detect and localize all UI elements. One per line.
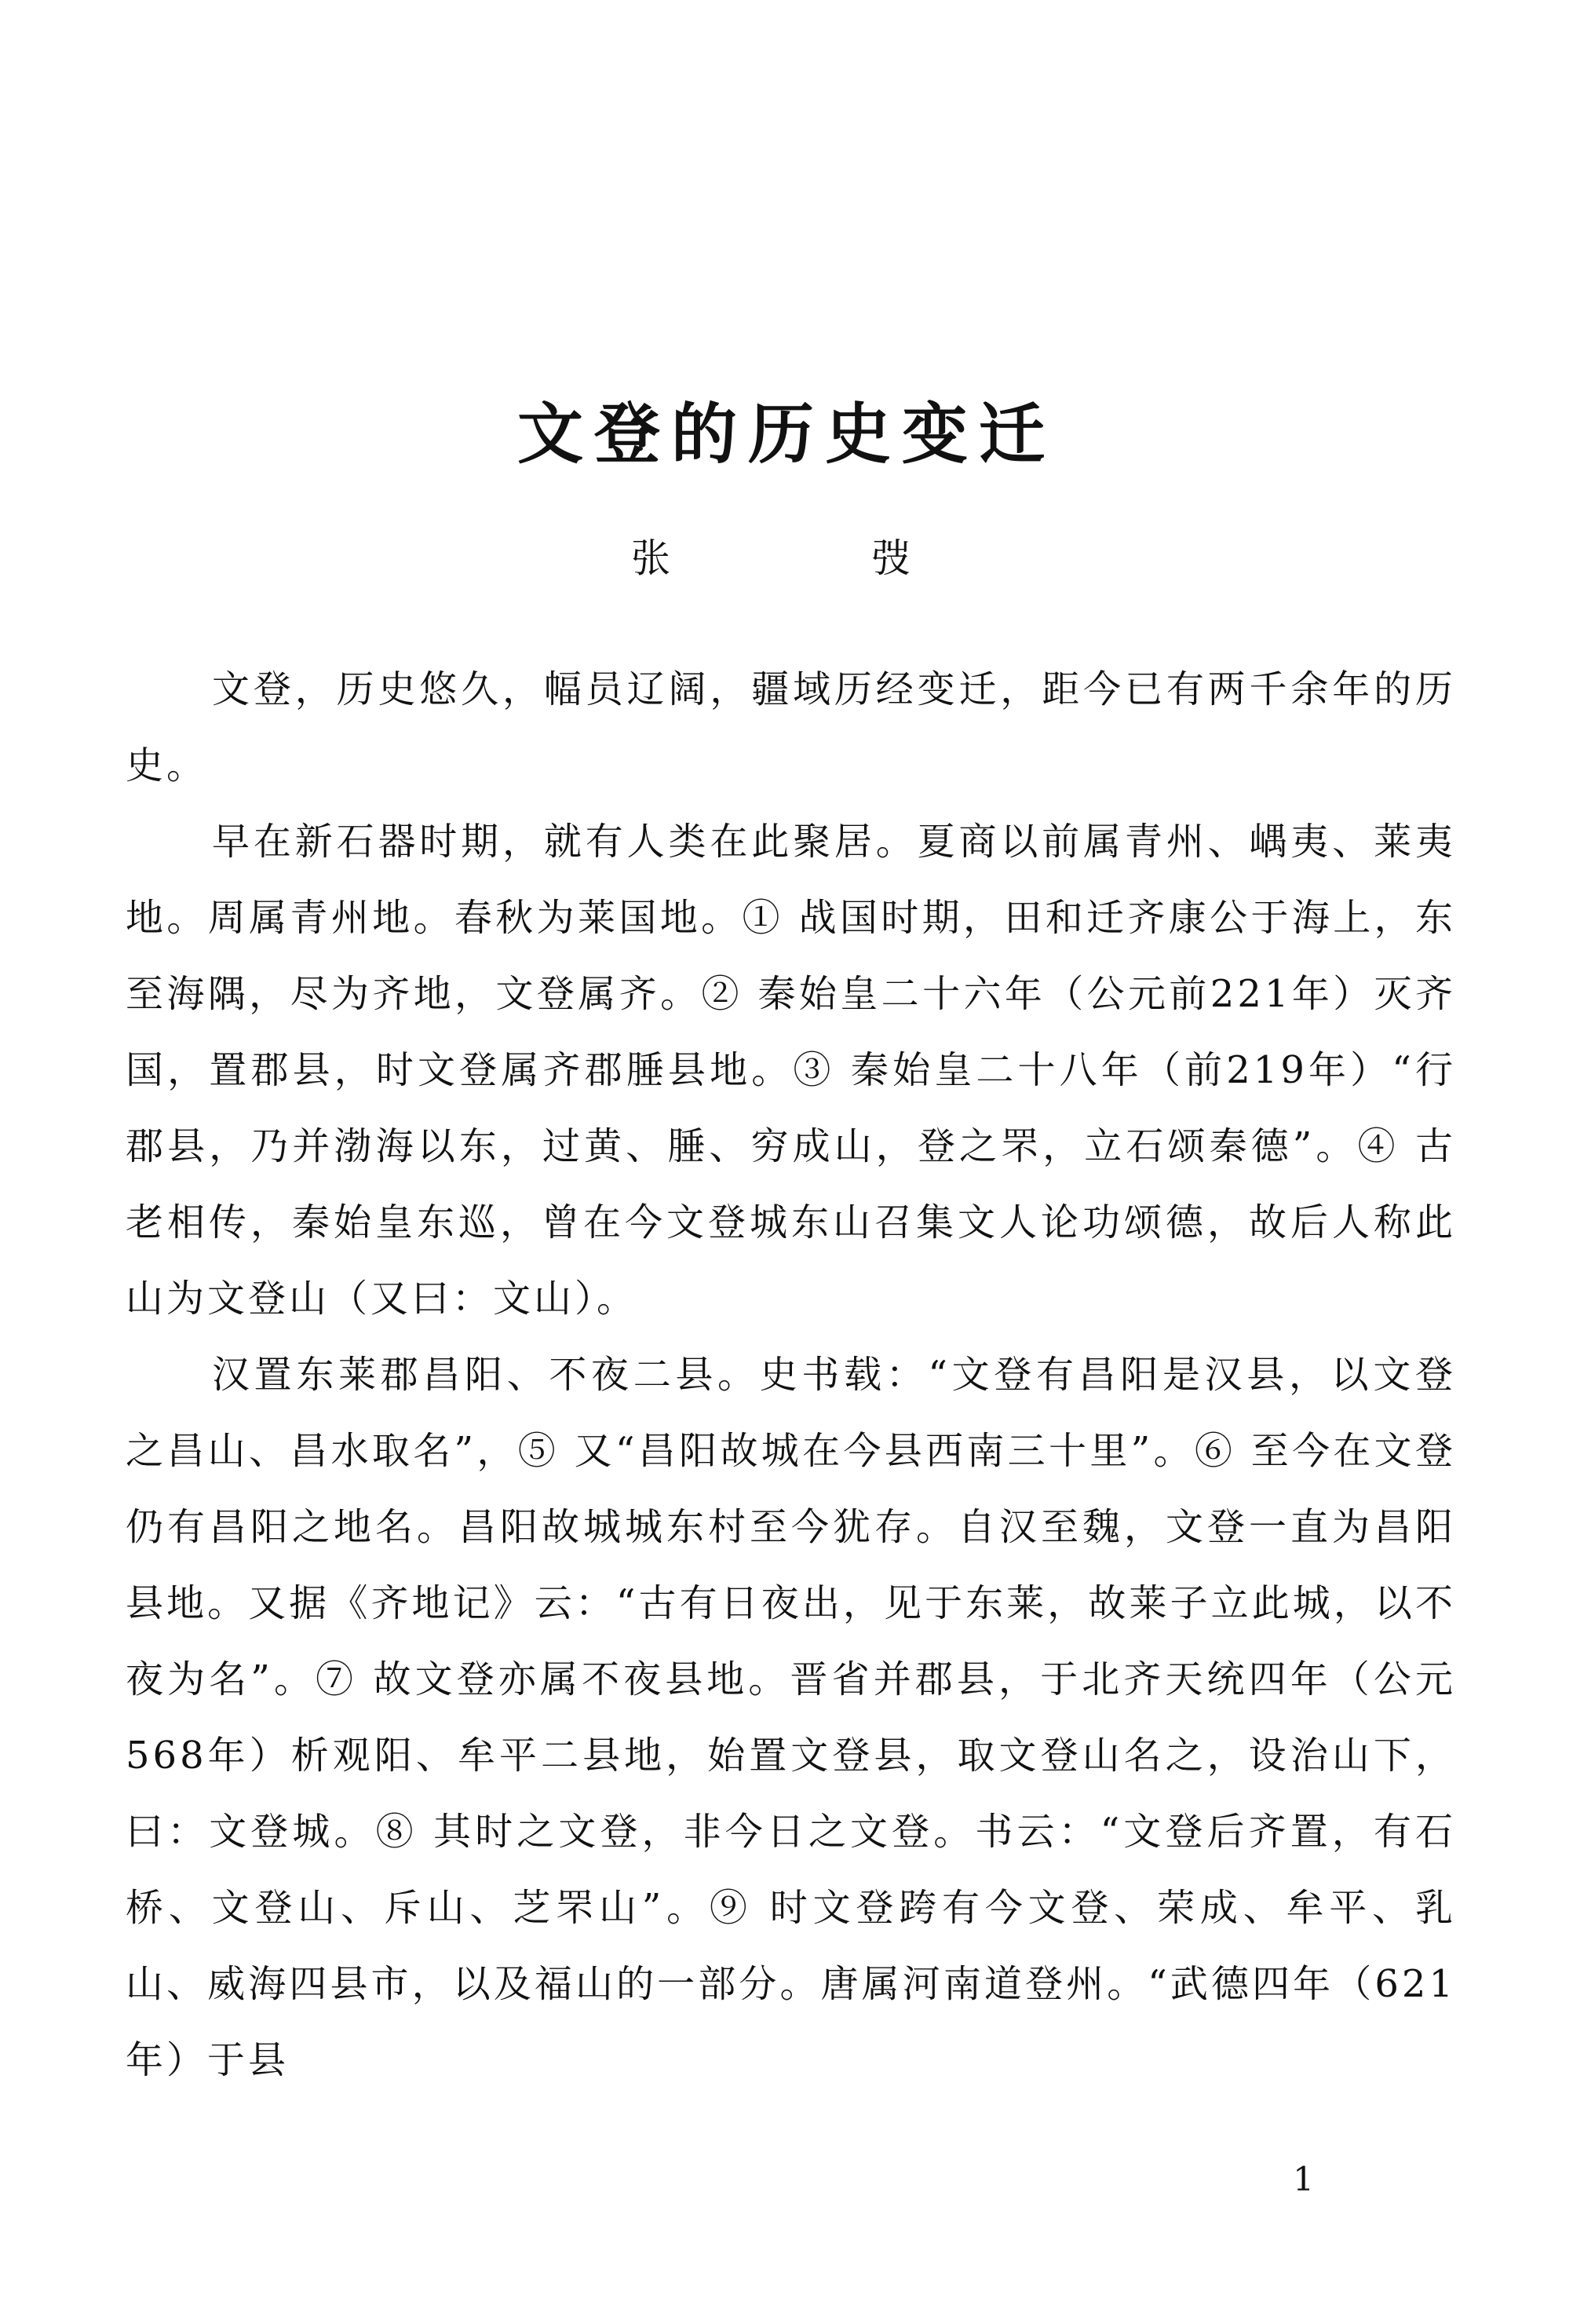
article-body [126,652,1456,2099]
article-title: 文登的历史变迁 [516,395,1056,473]
paragraph-intro: 文登，历史悠久，幅员辽阔，疆域历经变迁，距今已有两千余年的历史。 [126,667,1456,787]
page-number: 1 [1293,2160,1314,2198]
paragraph-han-to-tang: 汉置东莱郡昌阳、不夜二县。史书载：“文登有昌阳是汉县，以文登之昌山、昌水取名”，⑤ 又“昌阳故城在今县西南三十里”。⑥ 至今在文登仍有昌阳之地名。昌阳故城城东村至今犹存。自汉至魏，文登一直为昌阳县地。又据《齐地记》云：“古有日夜出，见于东莱，故莱子立此城，以不夜为名”。⑦ 故文登亦属不夜县地。晋省并郡县，于北齐天统四年（公元568年）析观阳、牟平二县地，始置文登县，取文登山名之，设治山下，曰：文登城。⑧ 其时之文登，非今日之文登。书云：“文登后齐置，有石桥、文登山、斥山、芝罘山”。⑨ 时文登跨有今文登、荣成、牟平、乳山、威海四县市，以及福山的一部分。唐属河南道登州。“武德四年（621年）于县 [126,1353,1456,2082]
author-name: 张 弢 [631,535,973,581]
paragraph-ancient-history: 早在新石器时期，就有人类在此聚居。夏商以前属青州、嵎夷、莱夷地。周属青州地。春秋为莱国地。① 战国时期，田和迁齐康公于海上，东至海隅，尽为齐地，文登属齐。② 秦始皇二十六年（公元前221年）灭齐国，置郡县，时文登属齐郡腄县地。③ 秦始皇二十八年（前219年）“行郡县，乃并渤海以东，过黄、腄、穷成山，登之罘，立石颂秦德”。④ 古老相传，秦始皇东巡，曾在今文登城东山召集文人论功颂德，故后人称此山为文登山（又曰：文山）。 [126,820,1456,1321]
